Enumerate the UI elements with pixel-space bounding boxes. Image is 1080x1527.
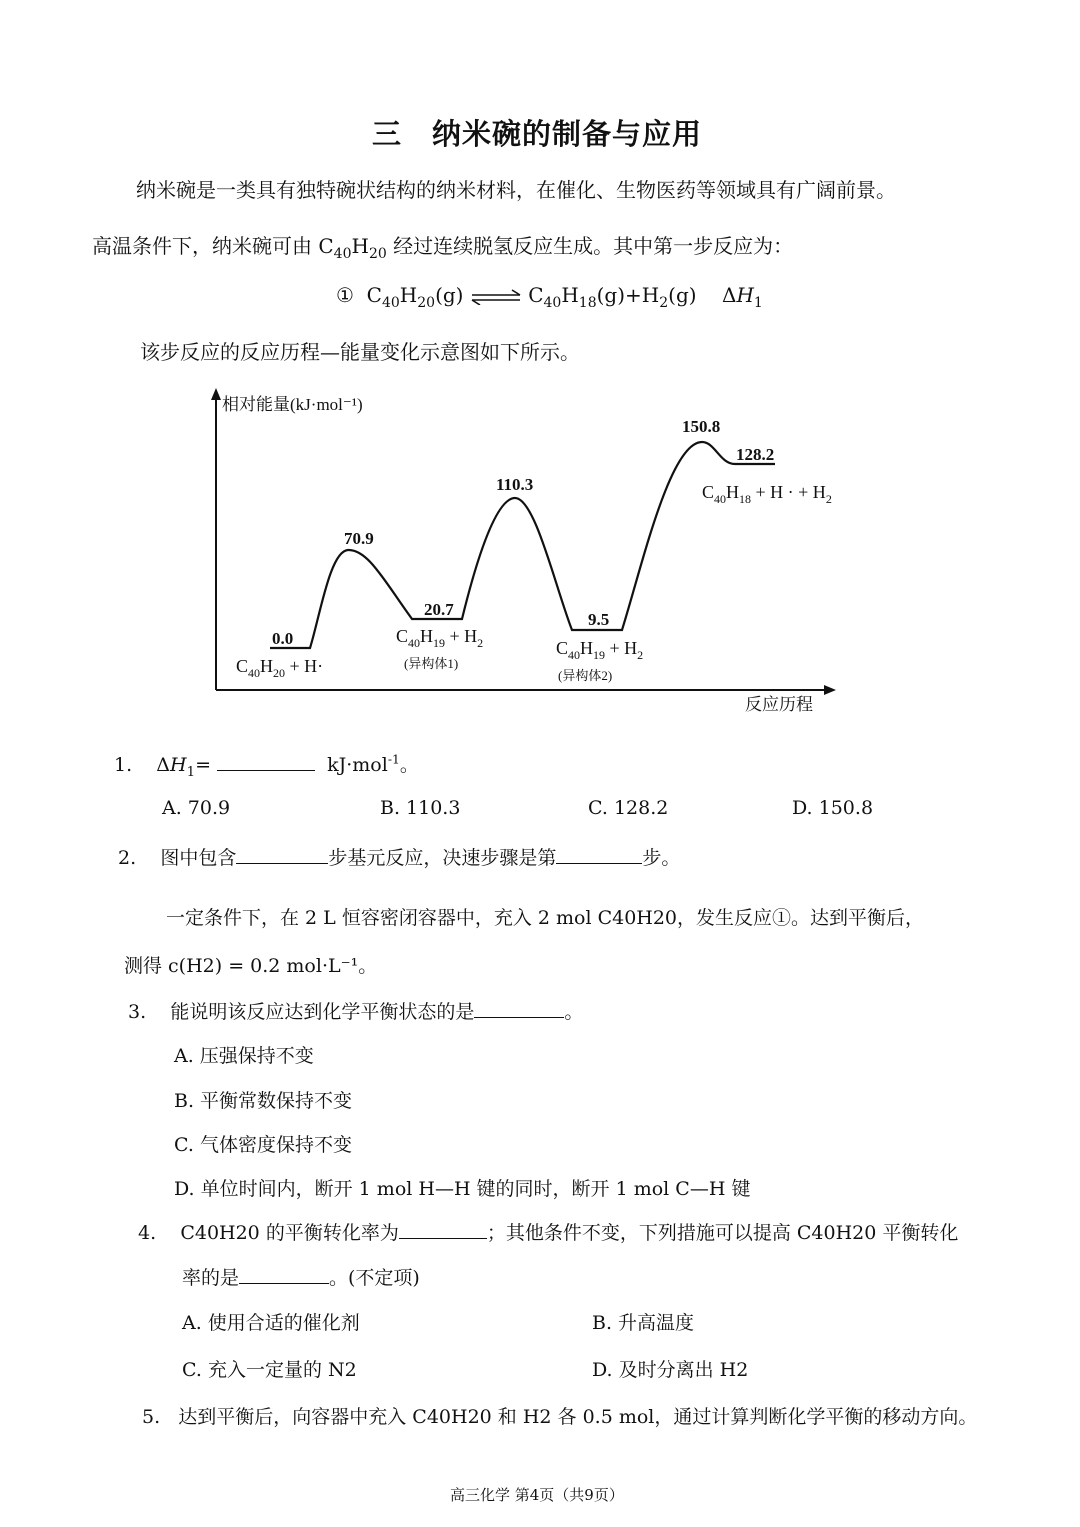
species-4-note: (异构体2) [558, 668, 613, 683]
level-label-2: 20.7 [424, 600, 454, 619]
level-label-6: 128.2 [736, 445, 775, 464]
question-2: 2. 图中包含 步基元反应，决速步骤是第 步。 [118, 847, 681, 869]
question-4-cont: 率的是 。(不定项) [182, 1267, 420, 1289]
x-axis-label: 反应历程 [745, 695, 813, 714]
level-label-5: 150.8 [682, 417, 721, 436]
section-title: 三 纳米碗的制备与应用 [372, 117, 703, 151]
equilibrium-arrow-icon [470, 289, 522, 305]
q4-option-d[interactable]: D. 及时分离出 H2 [592, 1359, 749, 1381]
question-4: 4. C40H20 的平衡转化率为 ；其他条件不变，下列措施可以提高 C40H20 平衡转化 [138, 1222, 959, 1244]
y-axis-label: 相对能量(kJ·mol⁻¹) [222, 395, 363, 414]
q1-option-a[interactable]: A. 70.9 [162, 797, 231, 819]
q3-option-b[interactable]: B. 平衡常数保持不变 [174, 1090, 353, 1112]
answer-blank-q1[interactable] [217, 752, 315, 771]
level-label-0: 0.0 [272, 629, 294, 648]
x-axis-arrow-icon [824, 685, 836, 695]
q1-option-d[interactable]: D. 150.8 [792, 797, 874, 819]
q3-option-d[interactable]: D. 单位时间内，断开 1 mol H—H 键的同时，断开 1 mol C—H 键 [174, 1178, 751, 1200]
energy-diagram [190, 386, 870, 716]
level-label-3: 110.3 [496, 475, 534, 494]
species-6: $C_{40}H_{18} + H$ · + $H_2$ [702, 482, 832, 506]
q1-option-c[interactable]: C. 128.2 [588, 797, 669, 819]
reaction-equation: ① $C_{40}H_{20}(g)$ $C_{40}H_{18}(g)+H_2(g)$ $\Delta H_1$ [336, 283, 763, 311]
answer-blank-q2-a[interactable] [236, 845, 328, 864]
page-footer: 高三化学 第4页（共9页） [450, 1486, 624, 1504]
species-2-note: (异构体1) [404, 656, 459, 671]
question-1: 1. $\Delta H_1=$ kJ·mol$^{-1}$。 [114, 752, 419, 780]
intro-line-3: 该步反应的反应历程—能量变化示意图如下所示。 [140, 340, 580, 364]
intro-line-1: 纳米碗是一类具有独特碗状结构的纳米材料，在催化、生物医药等领域具有广阔前景。 [136, 178, 896, 202]
level-label-4: 9.5 [588, 610, 610, 629]
context-line-1: 一定条件下，在 2 L 恒容密闭容器中，充入 2 mol C40H20，发生反应①。达到平衡后， [166, 907, 925, 929]
answer-blank-q4-b[interactable] [239, 1265, 329, 1284]
q4-option-a[interactable]: A. 使用合适的催化剂 [182, 1312, 360, 1334]
q4-option-c[interactable]: C. 充入一定量的 N2 [182, 1359, 357, 1381]
context-line-2: 测得 c(H2) = 0.2 mol·L⁻¹。 [124, 955, 378, 977]
q1-option-b[interactable]: B. 110.3 [380, 797, 461, 819]
answer-blank-q2-b[interactable] [556, 845, 642, 864]
answer-blank-q4-a[interactable] [399, 1220, 487, 1239]
question-3: 3. 能说明该反应达到化学平衡状态的是 。 [128, 1001, 584, 1023]
answer-blank-q3[interactable] [474, 999, 564, 1018]
species-4: $C_{40}H_{19} + H_2$ [556, 638, 644, 662]
intro-line-2: 高温条件下，纳米碗可由 $C_{40}H_{20}$ 经过连续脱氢反应生成。其中第一步反应为： [92, 234, 794, 262]
q3-option-c[interactable]: C. 气体密度保持不变 [174, 1134, 352, 1156]
y-axis-arrow-icon [211, 388, 221, 400]
level-label-1: 70.9 [344, 529, 374, 548]
species-0: $C_{40}H_{20} + H\cdot$ [236, 656, 324, 680]
question-5: 5. 达到平衡后，向容器中充入 C40H20 和 H2 各 0.5 mol，通过计算判断化学平衡的移动方向。 [142, 1406, 978, 1428]
q4-option-b[interactable]: B. 升高温度 [592, 1312, 695, 1334]
equation-label: ① [336, 283, 354, 307]
species-2: $C_{40}H_{19} + H_2$ [396, 626, 484, 650]
q3-option-a[interactable]: A. 压强保持不变 [174, 1045, 314, 1067]
